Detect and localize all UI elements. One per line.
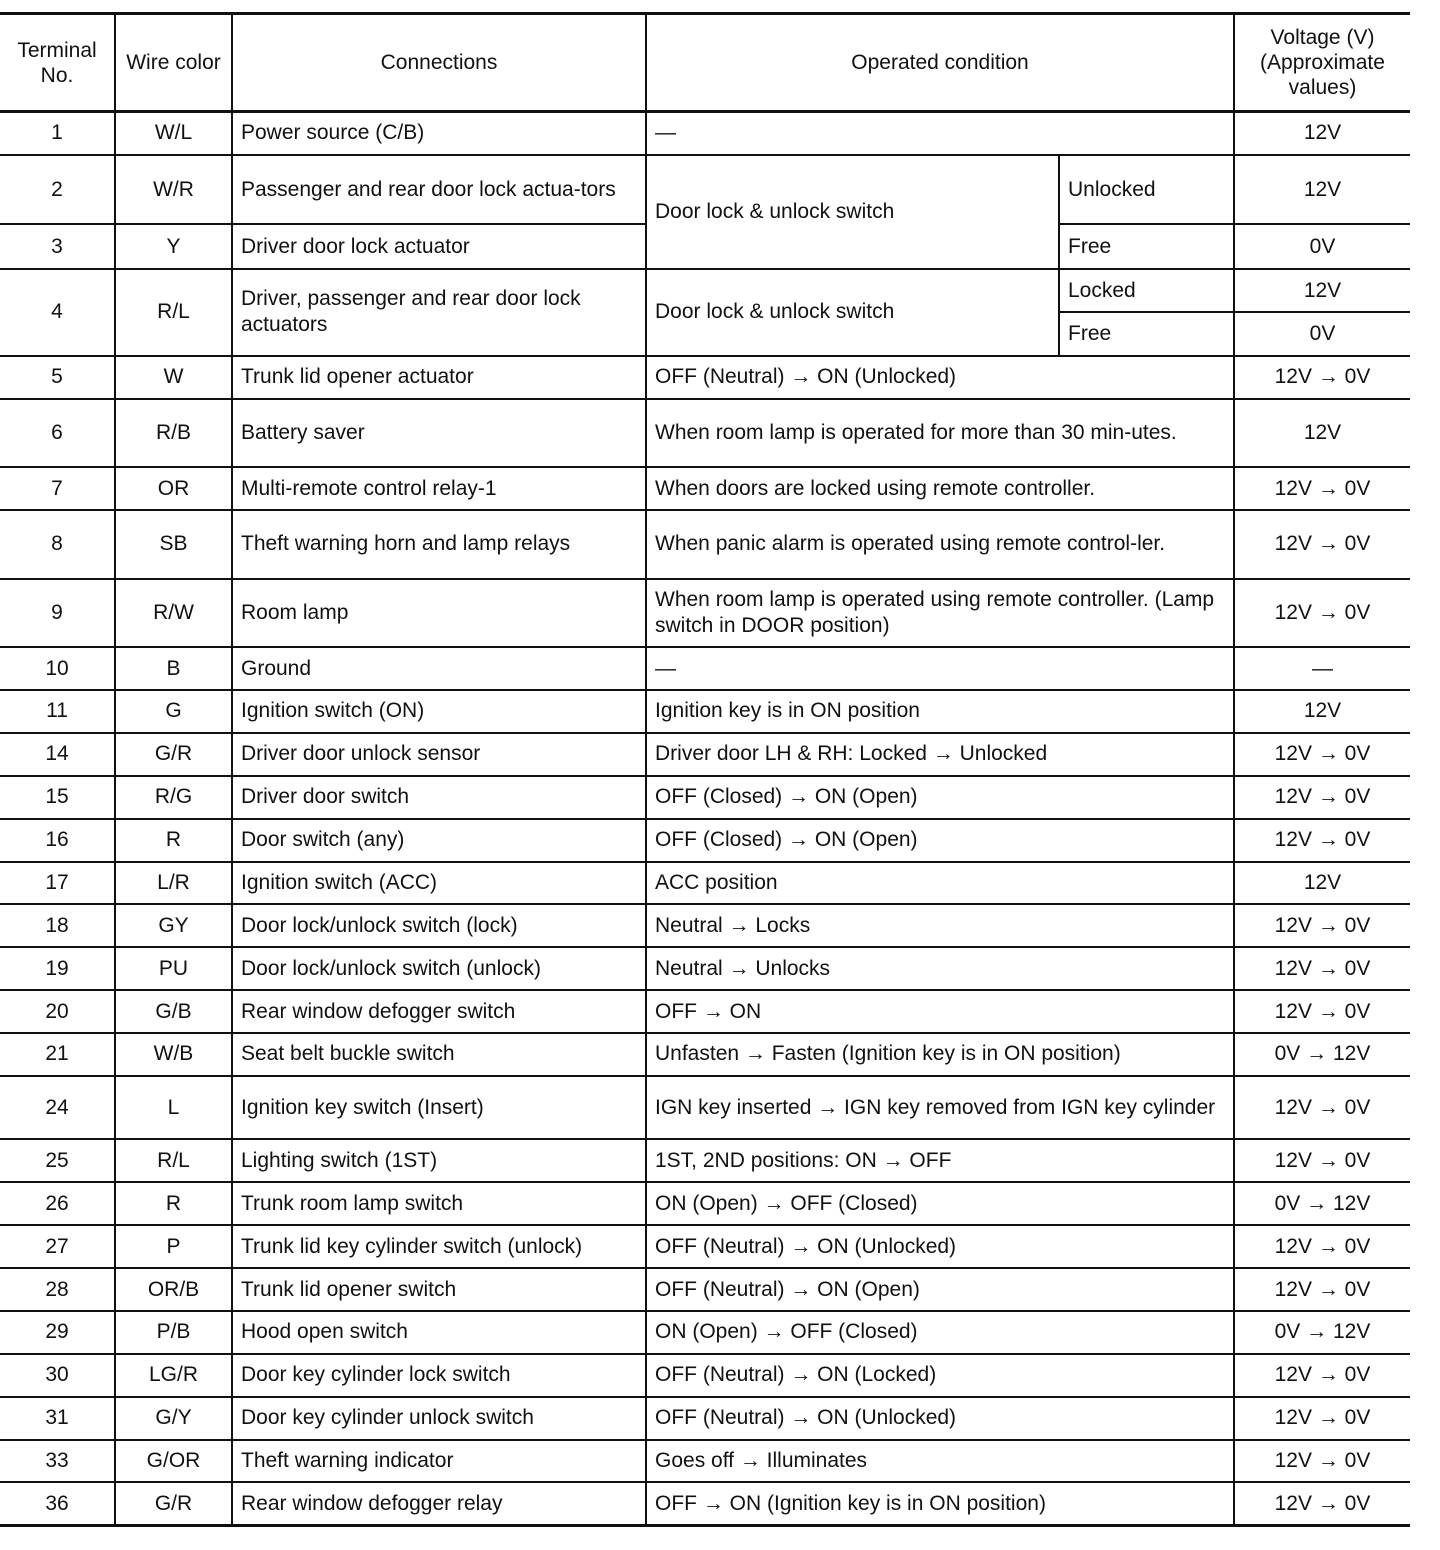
connections-cell: Door switch (any): [232, 819, 646, 862]
table-row: [0, 776, 1410, 819]
voltage-cell: 0V → 12V: [1234, 1311, 1410, 1354]
condition-cell: Door lock & unlock switch: [646, 269, 1059, 356]
table-row: [0, 399, 1410, 468]
terminal-cell: 11: [0, 690, 115, 733]
condition-cell: Unfasten → Fasten (Ignition key is in ON position): [646, 1033, 1234, 1076]
wire-color-cell: OR: [115, 467, 232, 510]
connections-cell: Ignition switch (ON): [232, 690, 646, 733]
table-body: [0, 112, 1410, 1526]
terminal-voltage-table: [0, 12, 1410, 1527]
voltage-cell: 12V → 0V: [1234, 1268, 1410, 1311]
voltage-cell: 12V: [1234, 690, 1410, 733]
voltage-cell: 12V → 0V: [1234, 1076, 1410, 1140]
voltage-cell: 12V → 0V: [1234, 1482, 1410, 1525]
wire-color-cell: B: [115, 647, 232, 690]
wire-color-cell: PU: [115, 947, 232, 990]
table-row: [0, 510, 1410, 579]
table-row: [0, 904, 1410, 947]
wire-color-cell: R/L: [115, 269, 232, 356]
connections-cell: Lighting switch (1ST): [232, 1139, 646, 1182]
voltage-cell: 12V: [1234, 862, 1410, 905]
wire-color-cell: W/R: [115, 155, 232, 225]
table-row: [0, 733, 1410, 776]
terminal-cell: 20: [0, 990, 115, 1033]
wire-color-cell: G/R: [115, 733, 232, 776]
terminal-cell: 15: [0, 776, 115, 819]
condition-cell: When room lamp is operated using remote controller. (Lamp switch in DOOR position): [646, 579, 1234, 648]
connections-cell: Trunk lid opener switch: [232, 1268, 646, 1311]
wire-color-cell: R/W: [115, 579, 232, 648]
voltage-cell: 12V → 0V: [1234, 510, 1410, 579]
voltage-cell: 0V → 12V: [1234, 1182, 1410, 1225]
table-row: [0, 1311, 1410, 1354]
connections-cell: Room lamp: [232, 579, 646, 648]
header-connections: Connections: [232, 14, 646, 112]
terminal-cell: 9: [0, 579, 115, 648]
wire-color-cell: Y: [115, 224, 232, 268]
voltage-cell: 12V → 0V: [1234, 904, 1410, 947]
table-row: [0, 690, 1410, 733]
terminal-cell: 29: [0, 1311, 115, 1354]
sub-condition-cell: Free: [1059, 224, 1234, 268]
terminal-cell: 6: [0, 399, 115, 468]
table-row: [0, 1397, 1410, 1440]
wire-color-cell: L/R: [115, 862, 232, 905]
condition-cell: OFF → ON: [646, 990, 1234, 1033]
table-row: [0, 1182, 1410, 1225]
sub-condition-cell: Unlocked: [1059, 155, 1234, 225]
condition-cell: OFF (Neutral) → ON (Open): [646, 1268, 1234, 1311]
wire-color-cell: R/G: [115, 776, 232, 819]
connections-cell: Driver door unlock sensor: [232, 733, 646, 776]
wire-color-cell: L: [115, 1076, 232, 1140]
wire-color-cell: W: [115, 356, 232, 399]
voltage-cell: 12V → 0V: [1234, 1397, 1410, 1440]
header-wire-color: Wire color: [115, 14, 232, 112]
terminal-cell: 26: [0, 1182, 115, 1225]
wire-color-cell: W/L: [115, 112, 232, 155]
table-row: [0, 579, 1410, 648]
table-row: [0, 1033, 1410, 1076]
condition-cell: 1ST, 2ND positions: ON → OFF: [646, 1139, 1234, 1182]
connections-cell: Ignition key switch (Insert): [232, 1076, 646, 1140]
table-row: [0, 862, 1410, 905]
terminal-cell: 24: [0, 1076, 115, 1140]
connections-cell: Door lock/unlock switch (lock): [232, 904, 646, 947]
table-row: [0, 1268, 1410, 1311]
condition-cell: —: [646, 647, 1234, 690]
condition-cell: OFF (Closed) → ON (Open): [646, 776, 1234, 819]
voltage-cell: 12V: [1234, 269, 1410, 312]
condition-cell: Ignition key is in ON position: [646, 690, 1234, 733]
voltage-cell: 0V: [1234, 312, 1410, 355]
condition-cell: Driver door LH & RH: Locked → Unlocked: [646, 733, 1234, 776]
wire-color-cell: W/B: [115, 1033, 232, 1076]
terminal-cell: 19: [0, 947, 115, 990]
voltage-cell: 12V → 0V: [1234, 990, 1410, 1033]
terminal-cell: 5: [0, 356, 115, 399]
wire-color-cell: G/R: [115, 1482, 232, 1525]
connections-cell: Power source (C/B): [232, 112, 646, 155]
connections-cell: Door key cylinder unlock switch: [232, 1397, 646, 1440]
voltage-cell: 12V → 0V: [1234, 947, 1410, 990]
terminal-cell: 36: [0, 1482, 115, 1525]
terminal-cell: 28: [0, 1268, 115, 1311]
connections-cell: Trunk lid opener actuator: [232, 356, 646, 399]
table-row: [0, 1076, 1410, 1140]
connections-cell: Multi-remote control relay-1: [232, 467, 646, 510]
table-row: [0, 647, 1410, 690]
condition-cell: Goes off → Illuminates: [646, 1440, 1234, 1483]
wire-color-cell: G/Y: [115, 1397, 232, 1440]
wire-color-cell: SB: [115, 510, 232, 579]
terminal-cell: 1: [0, 112, 115, 155]
condition-cell: OFF (Neutral) → ON (Unlocked): [646, 356, 1234, 399]
condition-cell: Neutral → Locks: [646, 904, 1234, 947]
connections-cell: Rear window defogger relay: [232, 1482, 646, 1525]
condition-cell: OFF (Neutral) → ON (Locked): [646, 1354, 1234, 1397]
connections-cell: Door lock/unlock switch (unlock): [232, 947, 646, 990]
voltage-cell: 12V → 0V: [1234, 776, 1410, 819]
connections-cell: Trunk room lamp switch: [232, 1182, 646, 1225]
header-voltage: Voltage (V) (Approximate values): [1234, 14, 1410, 112]
terminal-cell: 30: [0, 1354, 115, 1397]
connections-cell: Ground: [232, 647, 646, 690]
table-row: [0, 819, 1410, 862]
connections-cell: Passenger and rear door lock actua-tors: [232, 155, 646, 225]
table-row: [0, 155, 1410, 225]
voltage-cell: 12V: [1234, 399, 1410, 468]
sub-condition-cell: Locked: [1059, 269, 1234, 312]
wire-color-cell: G/OR: [115, 1440, 232, 1483]
condition-cell: ON (Open) → OFF (Closed): [646, 1182, 1234, 1225]
wire-color-cell: GY: [115, 904, 232, 947]
voltage-cell: 12V → 0V: [1234, 819, 1410, 862]
condition-cell: When room lamp is operated for more than 30 min-utes.: [646, 399, 1234, 468]
terminal-cell: 21: [0, 1033, 115, 1076]
terminal-cell: 4: [0, 269, 115, 356]
header-terminal: Terminal No.: [0, 14, 115, 112]
condition-cell: ACC position: [646, 862, 1234, 905]
table-row: [0, 467, 1410, 510]
condition-cell: OFF (Neutral) → ON (Unlocked): [646, 1225, 1234, 1268]
connections-cell: Theft warning horn and lamp relays: [232, 510, 646, 579]
connections-cell: Trunk lid key cylinder switch (unlock): [232, 1225, 646, 1268]
connections-cell: Theft warning indicator: [232, 1440, 646, 1483]
voltage-cell: 0V → 12V: [1234, 1033, 1410, 1076]
terminal-cell: 10: [0, 647, 115, 690]
voltage-cell: —: [1234, 647, 1410, 690]
header-row: [0, 14, 1410, 112]
condition-cell: When doors are locked using remote controller.: [646, 467, 1234, 510]
voltage-cell: 12V → 0V: [1234, 467, 1410, 510]
terminal-cell: 7: [0, 467, 115, 510]
voltage-cell: 12V → 0V: [1234, 1139, 1410, 1182]
terminal-cell: 8: [0, 510, 115, 579]
wire-color-cell: LG/R: [115, 1354, 232, 1397]
sub-condition-cell: Free: [1059, 312, 1234, 355]
connections-cell: Driver door switch: [232, 776, 646, 819]
table-row: [0, 112, 1410, 155]
terminal-cell: 3: [0, 224, 115, 268]
terminal-cell: 33: [0, 1440, 115, 1483]
table-row: [0, 1440, 1410, 1483]
voltage-cell: 12V → 0V: [1234, 579, 1410, 648]
voltage-cell: 12V → 0V: [1234, 1354, 1410, 1397]
voltage-cell: 12V: [1234, 112, 1410, 155]
condition-cell: IGN key inserted → IGN key removed from IGN key cylinder: [646, 1076, 1234, 1140]
wire-color-cell: OR/B: [115, 1268, 232, 1311]
wire-color-cell: P/B: [115, 1311, 232, 1354]
table-row: [0, 1139, 1410, 1182]
terminal-cell: 18: [0, 904, 115, 947]
connections-cell: Driver door lock actuator: [232, 224, 646, 268]
connections-cell: Door key cylinder lock switch: [232, 1354, 646, 1397]
wire-color-cell: R: [115, 1182, 232, 1225]
voltage-cell: 12V → 0V: [1234, 1225, 1410, 1268]
table-row: [0, 269, 1410, 312]
voltage-cell: 12V → 0V: [1234, 733, 1410, 776]
terminal-cell: 25: [0, 1139, 115, 1182]
wire-color-cell: G/B: [115, 990, 232, 1033]
terminal-cell: 27: [0, 1225, 115, 1268]
condition-cell: ON (Open) → OFF (Closed): [646, 1311, 1234, 1354]
table-row: [0, 1225, 1410, 1268]
wire-color-cell: R/L: [115, 1139, 232, 1182]
connections-cell: Ignition switch (ACC): [232, 862, 646, 905]
wire-color-cell: R/B: [115, 399, 232, 468]
terminal-cell: 31: [0, 1397, 115, 1440]
connections-cell: Battery saver: [232, 399, 646, 468]
voltage-cell: 12V → 0V: [1234, 356, 1410, 399]
header-operated-condition: Operated condition: [646, 14, 1234, 112]
condition-cell: When panic alarm is operated using remote control-ler.: [646, 510, 1234, 579]
voltage-cell: 12V → 0V: [1234, 1440, 1410, 1483]
wire-color-cell: P: [115, 1225, 232, 1268]
condition-cell: OFF → ON (Ignition key is in ON position): [646, 1482, 1234, 1525]
table-row: [0, 1482, 1410, 1525]
table-row: [0, 947, 1410, 990]
condition-cell: Door lock & unlock switch: [646, 155, 1059, 269]
condition-cell: —: [646, 112, 1234, 155]
connections-cell: Rear window defogger switch: [232, 990, 646, 1033]
voltage-cell: 0V: [1234, 224, 1410, 268]
condition-cell: OFF (Neutral) → ON (Unlocked): [646, 1397, 1234, 1440]
wire-color-cell: G: [115, 690, 232, 733]
voltage-cell: 12V: [1234, 155, 1410, 225]
wire-color-cell: R: [115, 819, 232, 862]
table-row: [0, 356, 1410, 399]
condition-cell: OFF (Closed) → ON (Open): [646, 819, 1234, 862]
connections-cell: Driver, passenger and rear door lock actuators: [232, 269, 646, 356]
table-row: [0, 1354, 1410, 1397]
terminal-cell: 14: [0, 733, 115, 776]
condition-cell: Neutral → Unlocks: [646, 947, 1234, 990]
terminal-cell: 16: [0, 819, 115, 862]
connections-cell: Seat belt buckle switch: [232, 1033, 646, 1076]
terminal-cell: 17: [0, 862, 115, 905]
terminal-cell: 2: [0, 155, 115, 225]
connections-cell: Hood open switch: [232, 1311, 646, 1354]
table-row: [0, 990, 1410, 1033]
